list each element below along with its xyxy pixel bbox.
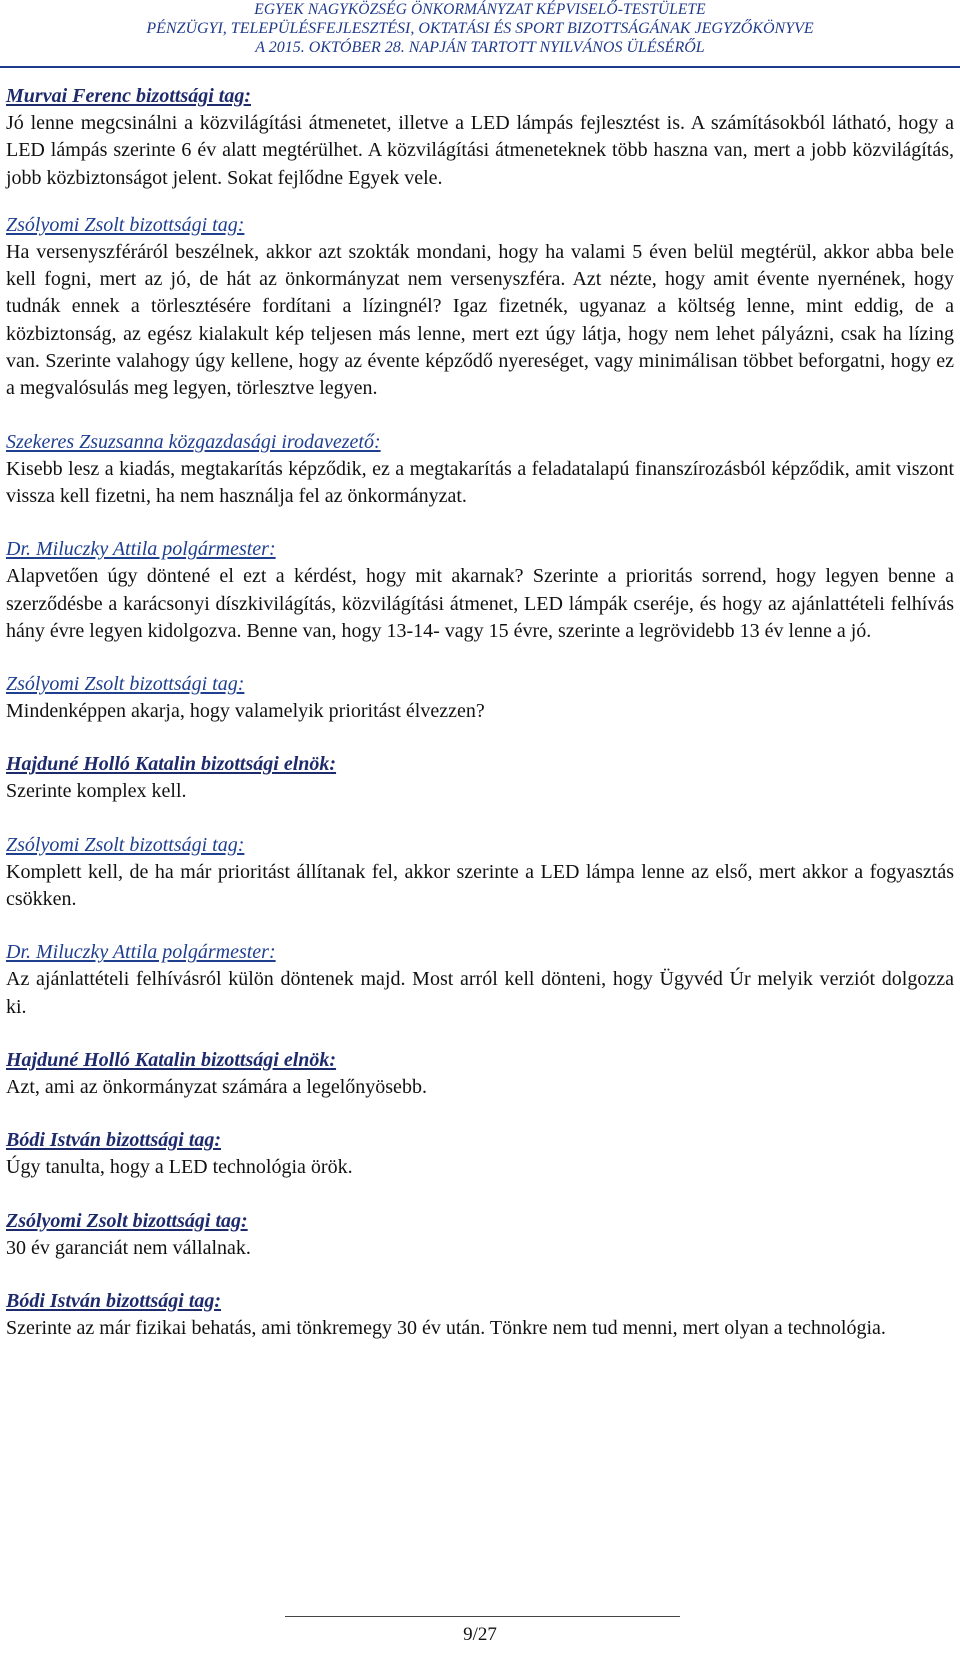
header-divider	[0, 66, 960, 68]
speech-text: Jó lenne megcsinálni a közvilágítási átmenetet, illetve a LED lámpás fejlesztést is. A számításokból látható, hogy a LED lámpás szerinte 6 év alatt megtérülhet. A közvilágítási átmeneteknek több haszna van, mert a jobb közvilágítás, jobb közbiztonságot jelent. Sokat fejlődne Egyek vele.	[6, 112, 954, 189]
speech-text: 30 év garanciát nem vállalnak.	[6, 1236, 251, 1259]
speech-entry	[6, 83, 954, 192]
speech-text: Az ajánlattételi felhívásról külön döntenek majd. Most arról kell dönteni, hogy Ügyvéd Úr melyik verziót dolgozza ki.	[6, 968, 954, 1018]
header-line-3: A 2015. OKTÓBER 28. NAPJÁN TARTOTT NYILVÁNOS ÜLÉSÉRŐL	[255, 39, 705, 56]
speech-entry	[6, 671, 954, 725]
speech-entry	[6, 939, 954, 1021]
speaker-name: Bódi István bizottsági tag:	[6, 1129, 222, 1152]
speech-text: Kisebb lesz a kiadás, megtakarítás képződik, ez a megtakarítás a feladatalapú finanszírozásból képződik, amit viszont vissza kell fizetni, ha nem használja fel az önkormányzat.	[6, 457, 954, 507]
speech-entry	[6, 1288, 954, 1342]
speaker-name: Zsólyomi Zsolt bizottsági tag:	[6, 673, 245, 696]
page-number: 9/27	[463, 1624, 497, 1645]
speech-text: Mindenképpen akarja, hogy valamelyik prioritást élvezzen?	[6, 700, 485, 723]
speaker-name: Hajduné Holló Katalin bizottsági elnök:	[6, 1048, 337, 1071]
header-line-2: PÉNZÜGYI, TELEPÜLÉSFEJLESZTÉSI, OKTATÁSI ÉS SPORT BIZOTTSÁGÁNAK JEGYZŐKÖNYVE	[146, 20, 814, 37]
header-line-1: EGYEK NAGYKÖZSÉG ÖNKORMÁNYZAT KÉPVISELŐ-TESTÜLETE	[254, 1, 706, 18]
speaker-name: Zsólyomi Zsolt bizottsági tag:	[6, 833, 245, 856]
footer-divider	[285, 1616, 680, 1617]
speech-text: Azt, ami az önkormányzat számára a legelőnyösebb.	[6, 1075, 427, 1098]
speaker-name: Zsólyomi Zsolt bizottsági tag:	[6, 213, 245, 236]
speech-text: Alapvetően úgy döntené el ezt a kérdést, hogy mit akarnak? Szerinte a prioritás sorrend, hogy legyen benne a szerződésbe a karácsonyi díszkivilágítás, közvilágítási átmenet, LED lámpák cseréje, és hogy az ajánlattételi felhívás hány évre legyen kidolgozva. Benne van, hogy 13-14- vagy 15 évre, szerinte a legrövidebb 13 év lenne a jó.	[6, 565, 954, 642]
speech-entry	[6, 832, 954, 914]
speaker-name: Dr. Miluczky Attila polgármester:	[6, 941, 276, 964]
speech-entry	[6, 1208, 954, 1262]
speech-text: Szerinte komplex kell.	[6, 780, 187, 803]
speech-entry	[6, 536, 954, 645]
speaker-name: Dr. Miluczky Attila polgármester:	[6, 538, 276, 561]
speech-entry	[6, 1047, 954, 1101]
document-header	[0, 0, 960, 57]
speech-entry	[6, 751, 954, 805]
speaker-name: Bódi István bizottsági tag:	[6, 1289, 222, 1312]
speaker-name: Hajduné Holló Katalin bizottsági elnök:	[6, 753, 337, 776]
speech-text: Szerinte az már fizikai behatás, ami tönkremegy 30 év után. Tönkre nem tud menni, mert olyan a technológia.	[6, 1316, 886, 1339]
speech-text: Úgy tanulta, hogy a LED technológia örök.	[6, 1156, 353, 1179]
speech-entry	[6, 1127, 954, 1181]
speech-text: Ha versenyszféráról beszélnek, akkor azt szokták mondani, hogy ha valami 5 éven belül megtérül, akkor abba bele kell fogni, mert az jó, de hát az önkormányzat nem versenyszféra. Azt nézte, hogy amit évente nyernének, hogy tudnák ennek a törlesztésére fordítani a lízingnél? Igaz fizetnék, ugyanaz a költség lenne, mint eddig, de a közbiztonság, az egész kialakult kép teljesen más lenne, mert ezt úgy látja, hogy nem lehet pályázni, csak ha lízing van. Szerinte valahogy úgy kellene, hogy az évente képződő nyereséget, vagy minimálisan többet beforgatni, hogy ez a megvalósulás meg legyen, törlesztve legyen.	[6, 240, 954, 400]
minutes-body	[6, 83, 954, 1368]
speaker-name: Zsólyomi Zsolt bizottsági tag:	[6, 1209, 248, 1232]
speaker-name: Murvai Ferenc bizottsági tag:	[6, 85, 252, 107]
speech-entry	[6, 212, 954, 403]
speech-entry	[6, 429, 954, 511]
speech-text: Komplett kell, de ha már prioritást állítanak fel, akkor szerinte a LED lámpa lenne az első, mert akkor a fogyasztás csökken.	[6, 860, 954, 911]
speaker-name: Szekeres Zsuzsanna közgazdasági irodavezető:	[6, 430, 381, 453]
